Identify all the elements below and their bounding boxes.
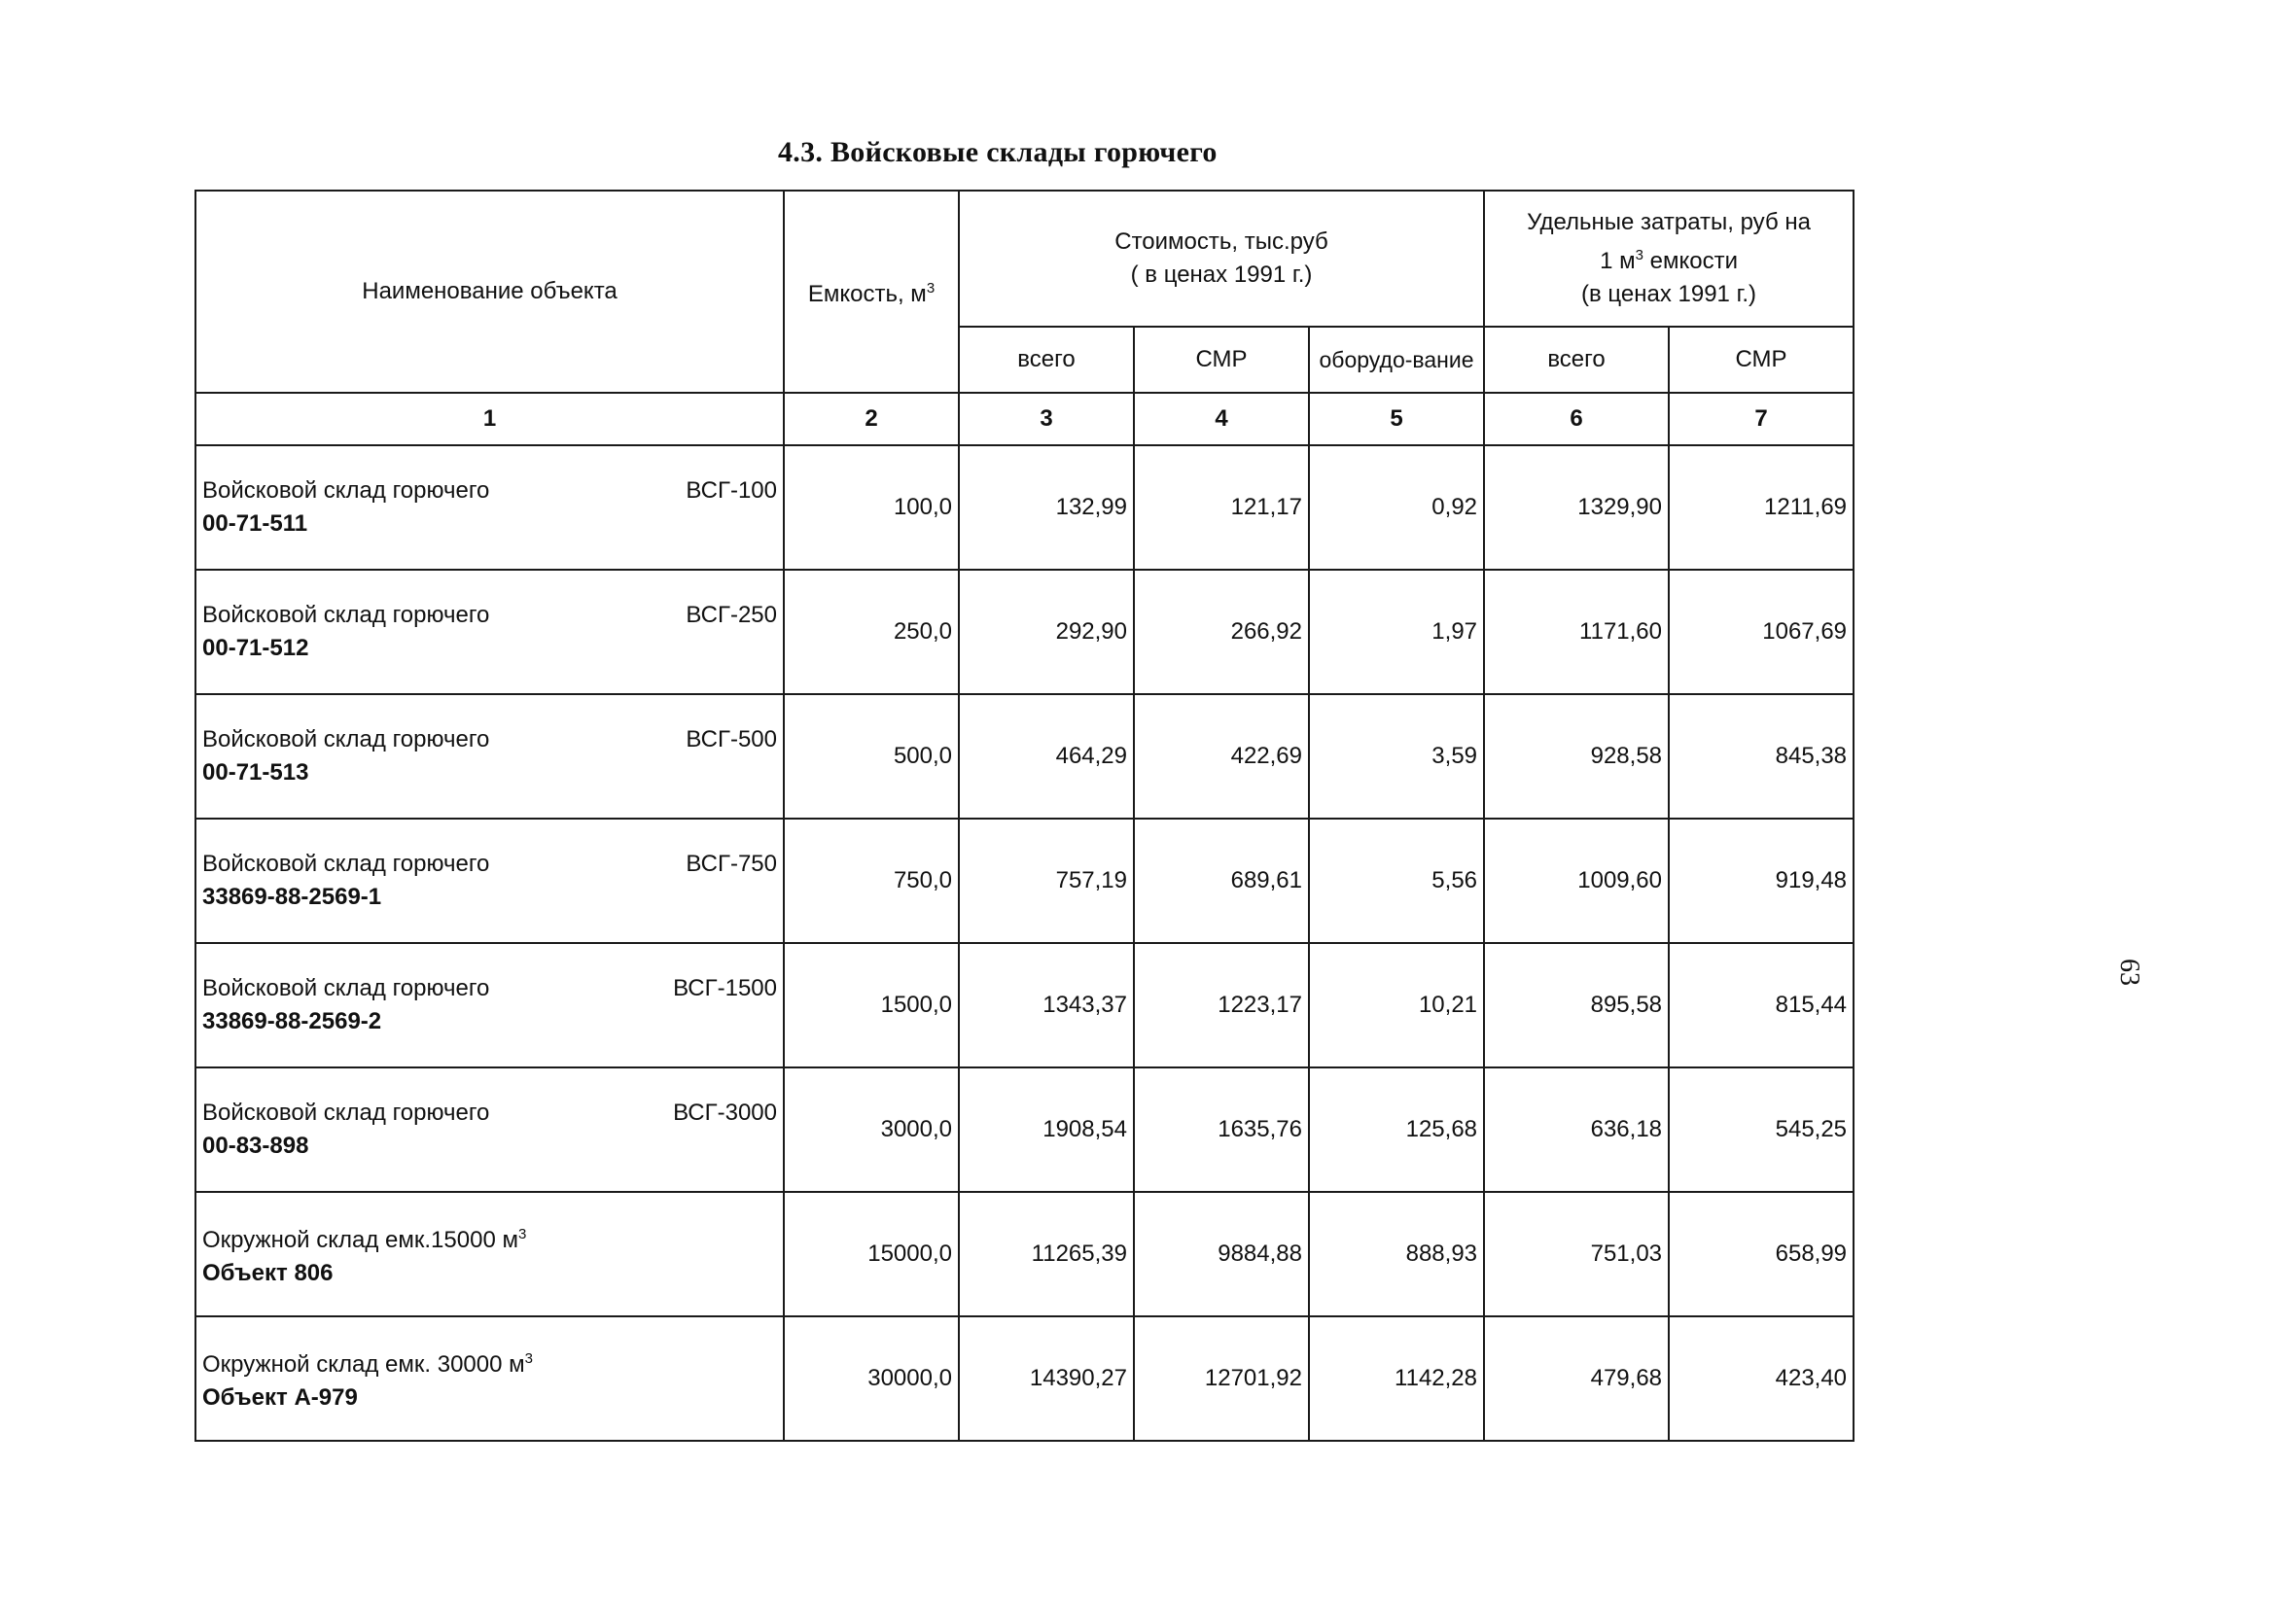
- header-specific-capacity: емкости: [1643, 248, 1738, 274]
- cost-smr-value: 12701,92: [1134, 1316, 1309, 1441]
- column-number: 3: [959, 393, 1134, 445]
- cost-smr-value: 1223,17: [1134, 943, 1309, 1067]
- spec-total-value: 895,58: [1484, 943, 1669, 1067]
- spec-smr-value: 845,38: [1669, 694, 1854, 819]
- header-specific-line2: [1491, 239, 1847, 278]
- object-name-cell: [195, 1192, 784, 1316]
- table-row: [195, 1192, 1854, 1316]
- cost-smr-value: 422,69: [1134, 694, 1309, 819]
- cost-smr-value: 9884,88: [1134, 1192, 1309, 1316]
- header-cost: [959, 191, 1484, 327]
- cost-smr-value: 121,17: [1134, 445, 1309, 570]
- object-name: Окружной склад емк.15000 м: [202, 1227, 518, 1253]
- object-code: 00-71-511: [202, 510, 308, 537]
- object-name-cell: [195, 1067, 784, 1192]
- object-name: Войсковой склад горючего: [202, 975, 490, 1001]
- capacity-value: 30000,0: [784, 1316, 959, 1441]
- object-type: ВСГ-1500: [673, 975, 777, 1001]
- spec-smr-value: 815,44: [1669, 943, 1854, 1067]
- cost-equipment-value: 888,93: [1309, 1192, 1484, 1316]
- object-name-cell: [195, 694, 784, 819]
- object-name: Войсковой склад горючего: [202, 602, 490, 628]
- spec-total-value: 1329,90: [1484, 445, 1669, 570]
- capacity-value: 100,0: [784, 445, 959, 570]
- header-capacity: [784, 191, 959, 393]
- object-name-cell: [195, 1316, 784, 1441]
- spec-smr-value: 919,48: [1669, 819, 1854, 943]
- column-number: 5: [1309, 393, 1484, 445]
- table-row: [195, 819, 1854, 943]
- cost-total-value: 292,90: [959, 570, 1134, 694]
- cost-total-value: 14390,27: [959, 1316, 1134, 1441]
- column-number-row: [195, 393, 1854, 445]
- object-type: ВСГ-250: [686, 602, 777, 628]
- spec-total-value: 636,18: [1484, 1067, 1669, 1192]
- object-code: 33869-88-2569-1: [202, 884, 382, 910]
- object-type: ВСГ-500: [686, 726, 777, 752]
- cost-equipment-value: 5,56: [1309, 819, 1484, 943]
- spec-smr-value: 658,99: [1669, 1192, 1854, 1316]
- document-title: 4.3. Войсковые склады горючего: [778, 136, 1218, 168]
- header-row: [195, 191, 1854, 327]
- column-number: 1: [195, 393, 784, 445]
- object-code: 00-71-513: [202, 759, 309, 786]
- subheader-cost-smr: СМР: [1134, 327, 1309, 393]
- spec-total-value: 479,68: [1484, 1316, 1669, 1441]
- cost-total-value: 757,19: [959, 819, 1134, 943]
- header-specific-line1: Удельные затраты, руб на: [1527, 209, 1811, 235]
- object-name: Войсковой склад горючего: [202, 726, 490, 752]
- capacity-value: 1500,0: [784, 943, 959, 1067]
- header-capacity-sup: 3: [926, 280, 936, 297]
- object-name: Окружной склад емк. 30000 м: [202, 1351, 525, 1378]
- cost-equipment-value: 3,59: [1309, 694, 1484, 819]
- column-number: 6: [1484, 393, 1669, 445]
- header-specific-line3: (в ценах 1991 г.): [1581, 281, 1757, 307]
- header-cost-line2: ( в ценах 1991 г.): [1130, 262, 1313, 288]
- object-code: 00-83-898: [202, 1133, 309, 1159]
- object-name-sup: 3: [524, 1350, 533, 1367]
- spec-smr-value: 423,40: [1669, 1316, 1854, 1441]
- cost-total-value: 1343,37: [959, 943, 1134, 1067]
- capacity-value: 250,0: [784, 570, 959, 694]
- object-name: Войсковой склад горючего: [202, 477, 490, 504]
- storage-cost-table: [194, 190, 1854, 1442]
- object-code: Объект А-979: [202, 1384, 358, 1411]
- header-capacity-text: Емкость, м: [807, 281, 927, 307]
- cost-smr-value: 266,92: [1134, 570, 1309, 694]
- object-name-sup: 3: [517, 1226, 527, 1242]
- spec-total-value: 751,03: [1484, 1192, 1669, 1316]
- table-row: [195, 445, 1854, 570]
- header-specific-costs: [1484, 191, 1854, 327]
- cost-equipment-value: 1,97: [1309, 570, 1484, 694]
- subheader-cost-total: всего: [959, 327, 1134, 393]
- object-type: ВСГ-3000: [673, 1100, 777, 1126]
- object-code: Объект 806: [202, 1260, 334, 1286]
- subheader-cost-equipment: оборудо-вание: [1309, 327, 1484, 393]
- header-specific-sup: 3: [1635, 247, 1643, 263]
- object-name: Войсковой склад горючего: [202, 851, 490, 877]
- cost-equipment-value: 1142,28: [1309, 1316, 1484, 1441]
- object-name-cell: [195, 570, 784, 694]
- capacity-value: 750,0: [784, 819, 959, 943]
- cost-equipment-value: 125,68: [1309, 1067, 1484, 1192]
- spec-smr-value: 1067,69: [1669, 570, 1854, 694]
- spec-total-value: 1171,60: [1484, 570, 1669, 694]
- object-type: ВСГ-750: [686, 851, 777, 877]
- object-code: 00-71-512: [202, 635, 309, 661]
- cost-equipment-value: 0,92: [1309, 445, 1484, 570]
- object-name: Войсковой склад горючего: [202, 1100, 490, 1126]
- cost-total-value: 464,29: [959, 694, 1134, 819]
- header-cost-line1: Стоимость, тыс.руб: [1114, 228, 1328, 255]
- spec-total-value: 928,58: [1484, 694, 1669, 819]
- column-number: 2: [784, 393, 959, 445]
- cost-total-value: 1908,54: [959, 1067, 1134, 1192]
- table-row: [195, 1067, 1854, 1192]
- column-number: 4: [1134, 393, 1309, 445]
- table-row: [195, 943, 1854, 1067]
- spec-smr-value: 545,25: [1669, 1067, 1854, 1192]
- header-specific-unit: 1 м: [1600, 248, 1636, 274]
- cost-total-value: 132,99: [959, 445, 1134, 570]
- table-row: [195, 1316, 1854, 1441]
- object-type: ВСГ-100: [686, 477, 777, 504]
- subheader-spec-smr: СМР: [1669, 327, 1854, 393]
- column-number: 7: [1669, 393, 1854, 445]
- object-name-cell: [195, 819, 784, 943]
- cost-smr-value: 1635,76: [1134, 1067, 1309, 1192]
- header-object-name: [195, 191, 784, 393]
- subheader-spec-total: всего: [1484, 327, 1669, 393]
- capacity-value: 500,0: [784, 694, 959, 819]
- spec-smr-value: 1211,69: [1669, 445, 1854, 570]
- page-number: 63: [2114, 959, 2144, 986]
- object-name-cell: [195, 943, 784, 1067]
- capacity-value: 3000,0: [784, 1067, 959, 1192]
- table-row: [195, 694, 1854, 819]
- table-row: [195, 570, 1854, 694]
- object-code: 33869-88-2569-2: [202, 1008, 382, 1034]
- cost-total-value: 11265,39: [959, 1192, 1134, 1316]
- object-name-cell: [195, 445, 784, 570]
- header-object-name-text: Наименование объекта: [362, 278, 618, 304]
- cost-smr-value: 689,61: [1134, 819, 1309, 943]
- spec-total-value: 1009,60: [1484, 819, 1669, 943]
- capacity-value: 15000,0: [784, 1192, 959, 1316]
- cost-equipment-value: 10,21: [1309, 943, 1484, 1067]
